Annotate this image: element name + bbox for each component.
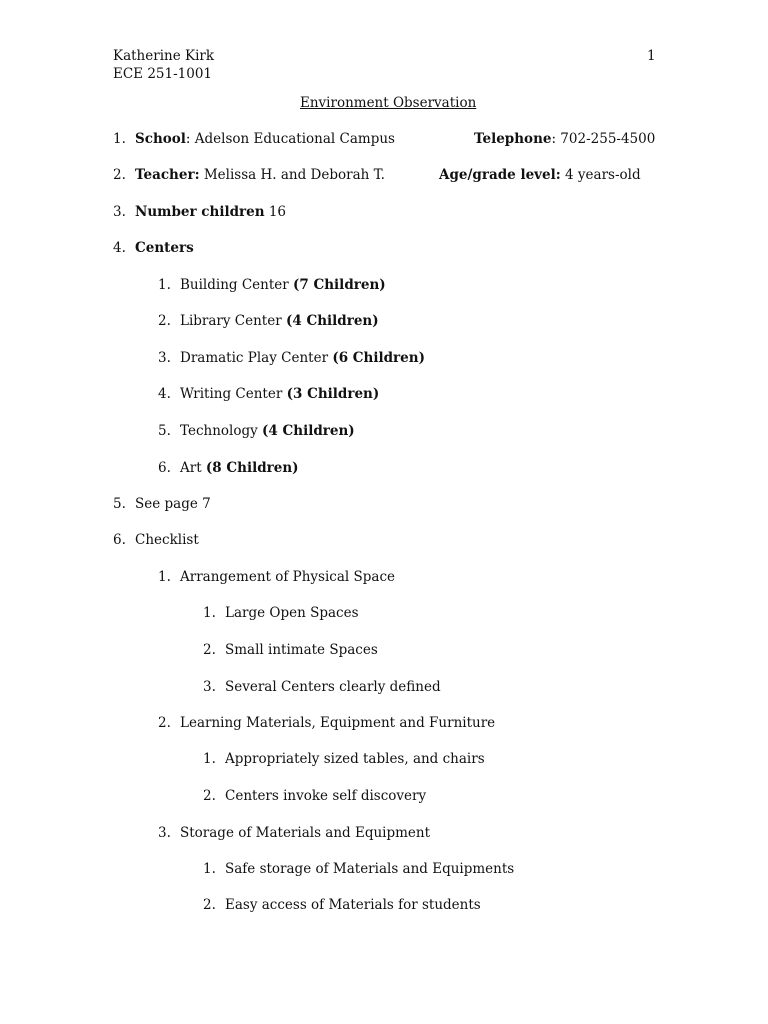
checklist-subitem: 1. Safe storage of Materials and Equipments: [203, 861, 515, 877]
age-value: 4 years-old: [560, 167, 641, 183]
item-number: 2.: [113, 167, 126, 183]
item-number: 4.: [113, 240, 126, 256]
item-number: 3.: [113, 204, 126, 220]
children-value: 16: [264, 204, 287, 220]
checklist-heading: [113, 531, 199, 549]
see-page-text: See page 7: [135, 496, 211, 512]
list-item: 5. Technology (4 Children): [158, 423, 355, 439]
checklist-category: 3. Storage of Materials and Equipment: [158, 825, 431, 841]
teacher-value: Melissa H. and Deborah T.: [199, 167, 385, 183]
checklist-subitem: 3. Several Centers clearly defined: [203, 679, 441, 695]
item-number: 6.: [113, 532, 126, 548]
age-line: [439, 166, 641, 184]
page-number: 1: [647, 48, 656, 64]
centers-label: Centers: [135, 240, 194, 256]
centers-heading: [113, 239, 194, 257]
list-item: 2. Library Center (4 Children): [158, 313, 379, 329]
school-value: : Adelson Educational Campus: [185, 131, 395, 147]
teacher-label: Teacher:: [135, 167, 200, 183]
checklist-subitem: 2. Easy access of Materials for students: [203, 897, 481, 913]
see-page-line: [113, 495, 211, 513]
list-item: 4. Writing Center (3 Children): [158, 386, 380, 402]
checklist-subitem: 1. Appropriately sized tables, and chairs: [203, 751, 485, 767]
telephone-line: [474, 130, 655, 148]
telephone-value: : 702-255-4500: [551, 131, 656, 147]
school-label: School: [135, 131, 186, 147]
item-number: 1.: [113, 131, 126, 147]
list-item: 3. Dramatic Play Center (6 Children): [158, 350, 425, 366]
author-name: Katherine Kirk: [113, 48, 215, 64]
checklist-subitem: 2. Small intimate Spaces: [203, 642, 378, 658]
checklist-category: 2. Learning Materials, Equipment and Furniture: [158, 715, 496, 731]
checklist-label: Checklist: [135, 532, 199, 548]
document-title: Environment Observation: [300, 95, 477, 111]
school-line: [113, 130, 395, 148]
children-count-line: [113, 203, 286, 221]
list-item: 6. Art (8 Children): [158, 460, 299, 476]
item-number: 5.: [113, 496, 126, 512]
checklist-subitem: 2. Centers invoke self discovery: [203, 788, 427, 804]
course-code: ECE 251-1001: [113, 66, 213, 82]
age-label: Age/grade level:: [439, 167, 561, 183]
checklist-subitem: 1. Large Open Spaces: [203, 605, 359, 621]
teacher-line: [113, 166, 385, 184]
checklist-category: 1. Arrangement of Physical Space: [158, 569, 396, 585]
telephone-label: Telephone: [474, 131, 552, 147]
list-item: 1. Building Center (7 Children): [158, 277, 386, 293]
children-label: Number children: [135, 204, 265, 220]
